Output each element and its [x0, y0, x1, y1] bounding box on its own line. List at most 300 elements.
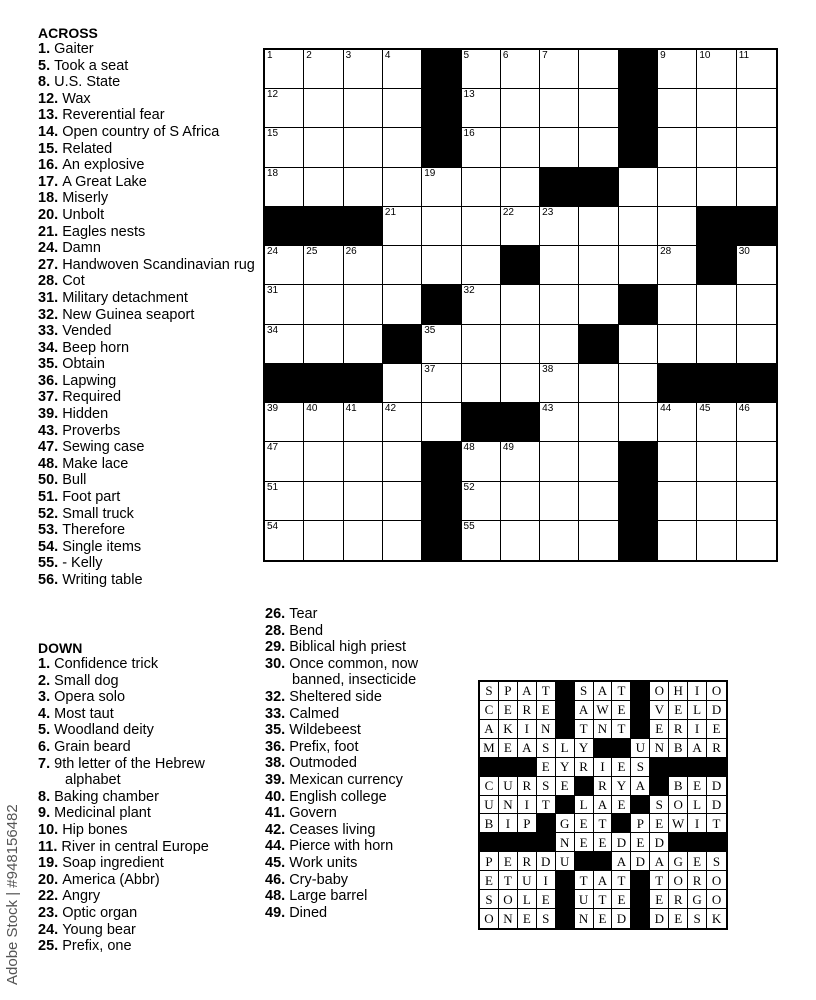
- cell-number: 37: [424, 363, 436, 375]
- grid-cell[interactable]: [383, 403, 422, 442]
- grid-cell[interactable]: [265, 442, 304, 481]
- grid-cell[interactable]: [501, 128, 540, 167]
- grid-cell[interactable]: [540, 403, 579, 442]
- grid-cell[interactable]: [658, 403, 697, 442]
- solution-black-cell: [518, 758, 537, 777]
- clue-number: 34.: [38, 339, 59, 356]
- down-clue-45: [265, 855, 465, 872]
- solution-letter: R: [575, 758, 594, 777]
- grid-cell[interactable]: [697, 442, 736, 481]
- grid-cell[interactable]: [501, 89, 540, 128]
- grid-cell[interactable]: [265, 168, 304, 207]
- grid-cell[interactable]: [344, 128, 383, 167]
- clue-number: 24.: [38, 240, 59, 257]
- grid-cell[interactable]: [501, 482, 540, 521]
- grid-cell[interactable]: [422, 403, 461, 442]
- solution-black-cell: [594, 739, 613, 758]
- clue-text: Damn: [62, 240, 101, 257]
- grid-cell[interactable]: [737, 128, 776, 167]
- grid-cell[interactable]: [462, 364, 501, 403]
- grid-cell[interactable]: [540, 482, 579, 521]
- grid-cell[interactable]: [344, 442, 383, 481]
- grid-cell[interactable]: [344, 50, 383, 89]
- clue-text: Most taut: [54, 705, 114, 722]
- grid-cell[interactable]: [344, 285, 383, 324]
- clue-number: 37.: [38, 389, 59, 406]
- black-cell: [422, 89, 461, 128]
- solution-letter: E: [612, 890, 631, 909]
- grid-cell[interactable]: [658, 521, 697, 560]
- solution-black-cell: [556, 720, 575, 739]
- solution-black-cell: [556, 682, 575, 701]
- grid-cell[interactable]: [697, 50, 736, 89]
- cell-number: 15: [267, 128, 279, 140]
- solution-letter: U: [556, 852, 575, 871]
- grid-cell[interactable]: [540, 325, 579, 364]
- clue-text: Took a seat: [54, 57, 129, 74]
- grid-cell[interactable]: [383, 442, 422, 481]
- across-clue-35: [38, 356, 260, 373]
- down-clue-5: [38, 722, 260, 739]
- solution-letter: S: [707, 852, 726, 871]
- grid-cell[interactable]: [540, 89, 579, 128]
- solution-letter: O: [669, 871, 688, 890]
- solution-letter: D: [537, 852, 556, 871]
- black-cell: [737, 364, 776, 403]
- grid-cell[interactable]: [619, 168, 658, 207]
- solution-letter: S: [537, 739, 556, 758]
- solution-black-cell: [556, 701, 575, 720]
- solution-letter: U: [575, 890, 594, 909]
- clue-text: Prefix, one: [62, 938, 132, 955]
- cell-number: 1: [267, 50, 273, 61]
- solution-letter: W: [594, 701, 613, 720]
- across-heading: ACROSS: [38, 25, 98, 41]
- across-clue-56: [38, 572, 260, 589]
- solution-letter: R: [518, 852, 537, 871]
- down-clue-11: [38, 839, 260, 856]
- cell-number: 22: [502, 206, 514, 218]
- grid-cell[interactable]: [422, 364, 461, 403]
- cell-number: 12: [267, 89, 279, 101]
- grid-cell[interactable]: [383, 168, 422, 207]
- grid-cell[interactable]: [501, 521, 540, 560]
- down-heading: DOWN: [38, 640, 83, 656]
- solution-letter: U: [631, 739, 650, 758]
- cell-number: 32: [463, 285, 475, 297]
- cell-number: 43: [542, 403, 554, 415]
- solution-letter: O: [669, 796, 688, 815]
- grid-cell[interactable]: [501, 325, 540, 364]
- across-clue-13: [38, 107, 260, 124]
- clue-text: Pierce with horn: [289, 838, 394, 855]
- solution-letter: L: [688, 796, 707, 815]
- grid-cell[interactable]: [422, 325, 461, 364]
- cell-number: 46: [738, 403, 750, 415]
- grid-cell[interactable]: [658, 246, 697, 285]
- down-clue-2: [38, 673, 260, 690]
- clue-text: Angry: [62, 888, 101, 905]
- cell-number: 11: [738, 50, 750, 61]
- clue-text: Opera solo: [54, 689, 126, 706]
- clue-number: 26.: [265, 606, 286, 622]
- cell-number: 6: [502, 50, 509, 61]
- solution-letter: A: [594, 871, 613, 890]
- clue-number: 13.: [38, 107, 59, 124]
- clue-text: New Guinea seaport: [62, 306, 195, 323]
- black-cell: [579, 325, 618, 364]
- solution-letter: E: [556, 777, 575, 796]
- clue-text: 9th letter of the Hebrew alphabet: [54, 755, 205, 789]
- clue-text: Hip bones: [62, 821, 128, 838]
- solution-letter: E: [650, 814, 669, 833]
- solution-letter: M: [480, 739, 499, 758]
- grid-cell[interactable]: [697, 403, 736, 442]
- grid-cell[interactable]: [422, 207, 461, 246]
- solution-letter: D: [612, 833, 631, 852]
- clue-number: 2.: [38, 672, 51, 689]
- across-clue-31: [38, 290, 260, 307]
- grid-cell[interactable]: [737, 325, 776, 364]
- grid-cell[interactable]: [619, 246, 658, 285]
- solution-letter: C: [480, 777, 499, 796]
- clue-number: 3.: [38, 689, 51, 706]
- solution-letter: I: [688, 682, 707, 701]
- grid-cell[interactable]: [737, 442, 776, 481]
- black-cell: [462, 403, 501, 442]
- clue-number: 4.: [38, 705, 51, 722]
- grid-cell[interactable]: [462, 482, 501, 521]
- grid-cell[interactable]: [540, 285, 579, 324]
- grid-cell[interactable]: [304, 50, 343, 89]
- grid-cell[interactable]: [462, 50, 501, 89]
- grid-cell[interactable]: [383, 521, 422, 560]
- grid-cell[interactable]: [383, 50, 422, 89]
- clue-text: Proverbs: [62, 422, 121, 439]
- solution-letter: A: [518, 682, 537, 701]
- grid-cell[interactable]: [579, 128, 618, 167]
- grid-cell[interactable]: [265, 50, 304, 89]
- clue-number: 36.: [38, 372, 59, 389]
- grid-cell[interactable]: [579, 89, 618, 128]
- grid-cell[interactable]: [697, 482, 736, 521]
- grid-cell[interactable]: [462, 246, 501, 285]
- solution-letter: E: [480, 871, 499, 890]
- grid-cell[interactable]: [304, 325, 343, 364]
- grid-cell[interactable]: [540, 364, 579, 403]
- grid-cell[interactable]: [462, 168, 501, 207]
- cell-number: 52: [463, 481, 475, 493]
- solution-black-cell: [556, 890, 575, 909]
- across-clue-54: [38, 539, 260, 556]
- solution-letter: O: [707, 682, 726, 701]
- grid-cell[interactable]: [383, 128, 422, 167]
- solution-letter: E: [499, 852, 518, 871]
- grid-cell[interactable]: [658, 207, 697, 246]
- grid-cell[interactable]: [462, 285, 501, 324]
- clue-text: Calmed: [289, 705, 340, 722]
- solution-letter: K: [499, 720, 518, 739]
- grid-cell[interactable]: [737, 89, 776, 128]
- solution-letter: O: [707, 871, 726, 890]
- clue-number: 47.: [38, 439, 59, 456]
- clue-number: 46.: [265, 871, 286, 888]
- grid-cell[interactable]: [265, 246, 304, 285]
- clue-number: 12.: [38, 90, 59, 107]
- grid-cell[interactable]: [737, 521, 776, 560]
- clue-text: Vended: [62, 323, 112, 340]
- clue-number: 35.: [265, 722, 286, 739]
- grid-cell[interactable]: [579, 403, 618, 442]
- grid-cell[interactable]: [304, 246, 343, 285]
- solution-black-cell: [575, 852, 594, 871]
- grid-cell[interactable]: [658, 442, 697, 481]
- grid-cell[interactable]: [304, 168, 343, 207]
- solution-letter: E: [594, 833, 613, 852]
- clue-number: 1.: [38, 656, 51, 672]
- grid-cell[interactable]: [658, 128, 697, 167]
- grid-cell[interactable]: [383, 207, 422, 246]
- solution-letter: E: [631, 833, 650, 852]
- crossword-grid[interactable]: [263, 48, 778, 562]
- grid-cell[interactable]: [344, 89, 383, 128]
- grid-cell[interactable]: [501, 207, 540, 246]
- grid-cell[interactable]: [579, 246, 618, 285]
- solution-letter: L: [575, 796, 594, 815]
- clue-text: River in central Europe: [61, 838, 209, 855]
- grid-cell[interactable]: [697, 89, 736, 128]
- solution-letter: E: [537, 890, 556, 909]
- down-clue-33: [265, 706, 465, 723]
- grid-cell[interactable]: [579, 482, 618, 521]
- across-clue-39: [38, 406, 260, 423]
- solution-letter: U: [518, 871, 537, 890]
- grid-cell[interactable]: [462, 325, 501, 364]
- solution-black-cell: [688, 758, 707, 777]
- grid-cell[interactable]: [304, 521, 343, 560]
- grid-cell[interactable]: [540, 207, 579, 246]
- grid-cell[interactable]: [697, 168, 736, 207]
- grid-cell[interactable]: [462, 207, 501, 246]
- cell-number: 5: [463, 50, 470, 61]
- grid-cell[interactable]: [265, 403, 304, 442]
- grid-cell[interactable]: [304, 89, 343, 128]
- black-cell: [619, 89, 658, 128]
- grid-cell[interactable]: [462, 89, 501, 128]
- clue-text: Make lace: [62, 455, 129, 472]
- clue-text: Wax: [62, 90, 91, 107]
- grid-cell[interactable]: [501, 285, 540, 324]
- clue-text: Unbolt: [62, 206, 105, 223]
- solution-letter: E: [499, 739, 518, 758]
- grid-cell[interactable]: [540, 50, 579, 89]
- grid-cell[interactable]: [619, 325, 658, 364]
- solution-letter: R: [669, 720, 688, 739]
- clue-number: 8.: [38, 74, 51, 91]
- clue-number: 48.: [265, 888, 286, 905]
- clue-number: 5.: [38, 722, 51, 739]
- solution-black-cell: [707, 833, 726, 852]
- grid-cell[interactable]: [265, 325, 304, 364]
- black-cell: [619, 521, 658, 560]
- grid-cell[interactable]: [304, 285, 343, 324]
- solution-black-cell: [631, 909, 650, 928]
- solution-black-cell: [518, 833, 537, 852]
- clue-text: Beep horn: [62, 339, 130, 356]
- down-clue-22: [38, 888, 260, 905]
- clue-text: Lapwing: [62, 372, 117, 389]
- grid-cell[interactable]: [265, 482, 304, 521]
- grid-cell[interactable]: [540, 246, 579, 285]
- clue-number: 50.: [38, 472, 59, 489]
- across-clue-14: [38, 124, 260, 141]
- grid-cell[interactable]: [737, 285, 776, 324]
- clue-text: Eagles nests: [62, 223, 146, 240]
- cell-number: 38: [542, 363, 554, 375]
- grid-cell[interactable]: [344, 246, 383, 285]
- grid-cell[interactable]: [383, 89, 422, 128]
- black-cell: [422, 50, 461, 89]
- grid-cell[interactable]: [619, 364, 658, 403]
- across-clue-1: [38, 41, 260, 58]
- grid-cell[interactable]: [501, 442, 540, 481]
- grid-cell[interactable]: [579, 50, 618, 89]
- clue-text: Open country of S Africa: [62, 123, 220, 140]
- grid-cell[interactable]: [697, 521, 736, 560]
- clue-text: Required: [62, 389, 122, 406]
- clue-number: 35.: [38, 356, 59, 373]
- grid-cell[interactable]: [265, 89, 304, 128]
- grid-cell[interactable]: [304, 482, 343, 521]
- grid-cell[interactable]: [737, 403, 776, 442]
- clue-number: 7.: [38, 755, 51, 772]
- solution-grid: [478, 680, 728, 930]
- clue-text: Ceases living: [289, 821, 376, 838]
- clue-text: Biblical high priest: [289, 639, 407, 656]
- clue-text: Mexican currency: [289, 771, 403, 788]
- grid-cell[interactable]: [697, 285, 736, 324]
- grid-cell[interactable]: [383, 482, 422, 521]
- grid-cell[interactable]: [658, 325, 697, 364]
- grid-cell[interactable]: [344, 403, 383, 442]
- grid-cell[interactable]: [422, 246, 461, 285]
- grid-cell[interactable]: [737, 482, 776, 521]
- grid-cell[interactable]: [501, 50, 540, 89]
- grid-cell[interactable]: [344, 325, 383, 364]
- grid-cell[interactable]: [344, 482, 383, 521]
- solution-letter: O: [650, 682, 669, 701]
- grid-cell[interactable]: [540, 128, 579, 167]
- grid-cell[interactable]: [579, 442, 618, 481]
- grid-cell[interactable]: [462, 128, 501, 167]
- grid-cell[interactable]: [579, 364, 618, 403]
- grid-cell[interactable]: [658, 89, 697, 128]
- clue-text: Bull: [62, 472, 87, 489]
- grid-cell[interactable]: [383, 285, 422, 324]
- grid-cell[interactable]: [579, 285, 618, 324]
- solution-letter: I: [537, 871, 556, 890]
- grid-cell[interactable]: [304, 128, 343, 167]
- solution-letter: N: [499, 796, 518, 815]
- grid-cell[interactable]: [579, 207, 618, 246]
- down-clue-30: [265, 656, 465, 689]
- solution-letter: E: [688, 852, 707, 871]
- grid-cell[interactable]: [265, 128, 304, 167]
- grid-cell[interactable]: [658, 168, 697, 207]
- solution-black-cell: [556, 796, 575, 815]
- grid-cell[interactable]: [501, 168, 540, 207]
- grid-cell[interactable]: [462, 521, 501, 560]
- clue-number: 30.: [265, 655, 286, 672]
- solution-letter: I: [688, 814, 707, 833]
- grid-cell[interactable]: [344, 168, 383, 207]
- down-clue-19: [38, 855, 260, 872]
- grid-cell[interactable]: [462, 442, 501, 481]
- grid-cell[interactable]: [501, 364, 540, 403]
- grid-cell[interactable]: [383, 364, 422, 403]
- grid-cell[interactable]: [344, 521, 383, 560]
- grid-cell[interactable]: [619, 207, 658, 246]
- grid-cell[interactable]: [304, 442, 343, 481]
- grid-cell[interactable]: [697, 325, 736, 364]
- grid-cell[interactable]: [540, 442, 579, 481]
- clue-number: 20.: [38, 206, 59, 223]
- cell-number: 21: [384, 206, 397, 218]
- solution-letter: Y: [612, 777, 631, 796]
- down-clue-48: [265, 888, 465, 905]
- grid-cell[interactable]: [540, 521, 579, 560]
- black-cell: [304, 207, 343, 246]
- cell-number: 26: [345, 246, 357, 258]
- grid-cell[interactable]: [737, 50, 776, 89]
- solution-letter: N: [575, 909, 594, 928]
- grid-cell[interactable]: [265, 285, 304, 324]
- grid-cell[interactable]: [658, 482, 697, 521]
- grid-cell[interactable]: [422, 168, 461, 207]
- grid-cell[interactable]: [737, 168, 776, 207]
- solution-letter: R: [518, 701, 537, 720]
- cell-number: 25: [306, 246, 318, 258]
- grid-cell[interactable]: [619, 403, 658, 442]
- grid-cell[interactable]: [697, 128, 736, 167]
- solution-black-cell: [480, 758, 499, 777]
- clue-text: Woodland deity: [54, 722, 154, 739]
- grid-cell[interactable]: [658, 50, 697, 89]
- grid-cell[interactable]: [737, 246, 776, 285]
- solution-letter: L: [688, 701, 707, 720]
- across-clue-50: [38, 472, 260, 489]
- cell-number: 28: [660, 246, 672, 258]
- grid-cell[interactable]: [579, 521, 618, 560]
- clue-text: Hidden: [62, 406, 109, 423]
- solution-letter: R: [688, 871, 707, 890]
- grid-cell[interactable]: [304, 403, 343, 442]
- clue-number: 33.: [265, 705, 286, 722]
- down-clue-25: [38, 938, 260, 955]
- solution-letter: N: [650, 739, 669, 758]
- grid-cell[interactable]: [265, 521, 304, 560]
- down-clue-3: [38, 689, 260, 706]
- solution-letter: A: [575, 701, 594, 720]
- black-cell: [265, 207, 304, 246]
- grid-cell[interactable]: [383, 246, 422, 285]
- grid-cell[interactable]: [658, 285, 697, 324]
- solution-letter: H: [669, 682, 688, 701]
- solution-black-cell: [650, 777, 669, 796]
- solution-letter: D: [650, 833, 669, 852]
- clue-text: Handwoven Scandinavian rug: [62, 256, 255, 273]
- across-clue-51: [38, 489, 260, 506]
